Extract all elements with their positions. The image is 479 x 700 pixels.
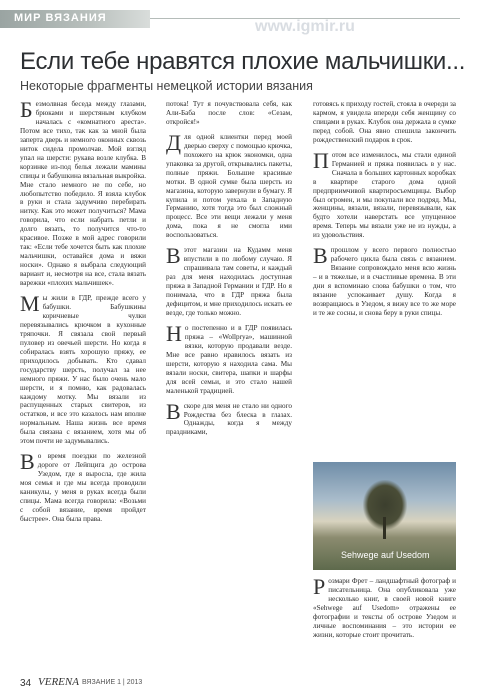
drop-cap: Р <box>313 574 326 599</box>
magazine-name: VERENA <box>38 676 79 688</box>
section-label: МИР ВЯЗАНИЯ <box>14 12 107 24</box>
column-1 <box>20 97 146 530</box>
paragraph-text: прошлом у всего первого полностью рабочего цикла была связь с вязанием. Вязание сопровождало меня всю жизнь – и в тяжелые, и в счастливые времена. В эти дни я вспоминаю слова бабушки о том, что вязание успокаивает душу. Когда я возвращаюсь в Узедом, я вижу все то же море и те же сосны, и снова беру в руки спицы. <box>313 246 456 317</box>
paragraph-text: ля одной клиентки перед моей дверью сверху с помощью крючка, похожего на крюк экономки, одна упаковка за другой, открывались пакеты, полные пряжи. Большие красивые мотки. В одной сумке была шерсть из магазина, которую завернули в бумагу. Я купила и потом уехала в Западную Германию, хотя тогда это был сложный процесс. Все эти вещи лежали у меня дома, пока я не смогла ими воспользоваться. <box>166 132 292 240</box>
article-subtitle: Некоторые фрагменты немецкой истории вязания <box>20 79 313 93</box>
drop-cap: Д <box>166 129 182 155</box>
paragraph <box>313 243 456 318</box>
drop-cap: В <box>166 243 181 269</box>
photo <box>313 462 456 570</box>
drop-cap: М <box>20 291 40 317</box>
issue-label: ВЯЗАНИЕ 1 | 2013 <box>82 679 143 686</box>
paragraph-text: езмолвная беседа между глазами, брюками и шерстяным клубком началась с «комнатного ареста». Потом все тихо, так как за мной была заперта дверь и немного оконных сквозь ниток сидела промолчав. Мой взгляд упал на шерсти: рукава возле клубка. В корзинке из-под белья лежали мамины спицы и бабушкина вязальная выкройка. Мне стало немного не по себе, но любопытство победило. Я взяла клубок в руки и стала задумчиво перебирать нитку. Как это может получиться? Мама говорила, что если набрать петли и долго вязать, то получится что-то красивое. Позже в мой адрес говорили так: «Если тебе хочется быть как плохие мальчишки, оставайся дома и вяжи носки». Однако я выбрала следующий вариант и, несмотря на все, стала вязать варежки «плохих мальчишек». <box>20 100 146 288</box>
footer <box>20 676 460 690</box>
paragraph-text: отом все изменилось, мы стали единой Германией и пряжа появилась в у нас. Сначала в больших картонных коробках в квартире старого дома одной предприимчивой квартиросъемщицы. Выбор был огромен, и мы покупали все подряд. Мы, женщины, вязали, вязали, перевязывали, как будто хотели наверстать все упущенное время. Теперь мы вязали уже не из нужды, а из удовольствия. <box>313 150 456 240</box>
paragraph-text: готовясь к приходу гостей, стояла в очереди за кармом, я увидела впереди себя женщину со спицами в руках. Клубок она держала в сумке перед собой. Она явно спешила закончить рождественский подарок в срок. <box>313 100 456 144</box>
tree-trunk <box>383 517 386 539</box>
paragraph-text: озмари Фрет – ландшафтный фотограф и писательница. Она опубликовала уже несколько книг, в своей новой книге «Sehwege auf Usedom» отражены ее фотографии и тексты об острове Узедом и личные воспоминания – это истории ее жизни, которые стоит прочитать. <box>313 577 456 639</box>
column-3-lower <box>313 574 456 646</box>
paragraph <box>20 97 146 288</box>
paragraph <box>166 320 292 396</box>
paragraph <box>166 398 292 438</box>
paragraph-text: скоре для меня не стало ни одного Рождества без блеска в глазах. Однажды, когда я между праздниками, <box>166 401 292 437</box>
article-title: Если тебе нравятся плохие мальчишки... <box>20 48 466 75</box>
drop-cap: В <box>20 449 35 475</box>
drop-cap: Б <box>20 97 33 122</box>
paragraph-text: о время поездки по железной дороге от Лейпцига до острова Узедом, где я выросла, где жила моя семья и где мы всегда проводили каникулы, у меня в руках всегда были спицы. Мама всегда говорила: «Возьми с собой вязание, время пройдет быстрее». Она была права. <box>20 452 146 523</box>
paragraph-text: этот магазин на Кудамм меня впустили в по любому случаю. Я спрашивала там советы, и каждый раз для меня находилась доступная пряжа в Западной Германии и ГДР. Но я понимала, что в ГДР пряжа была дефицитом, и мне приходилось искать ее везде, где только можно. <box>166 246 292 317</box>
paragraph-text: ы жили в ГДР, прежде всего у бабушки. Бабушкины коричневые чулки перевязывались крючком в кухонные тряпочки. Я связала свой первый пуловер из овечьей шерсти. Но когда я собиралась взять хорошую пряжу, ее приходилось добывать. Кто сдавал государству шерсть, получал за нее немного пряжи. У нас было очень мало шерсти, и я помню, как радовалась каждому мотку. Мы вязали из распущенных старых свитеров, из остатков, и все это казалось нам вполне нормальным. Наша жизнь все время была связана с вязанием, хотя мы об этом почти не задумывались. <box>20 294 146 446</box>
paragraph <box>166 243 292 318</box>
column-2 <box>166 100 292 443</box>
section-header <box>0 10 479 35</box>
paragraph <box>313 147 456 241</box>
paragraph <box>313 100 456 145</box>
column-3 <box>313 100 456 324</box>
paragraph <box>313 574 456 640</box>
drop-cap: В <box>313 243 328 269</box>
paragraph <box>166 129 292 240</box>
watermark: www.igmir.ru <box>255 18 355 35</box>
drop-cap: В <box>166 398 181 424</box>
paragraph-text: о постепенно и в ГДР появилась пряжа – «Wollprya», машинной вязки, которую продавали везде. Мне все равно нравилось вязать из шерсти, которую я находила сама. Мы вязали носки, свитера, шапки и шарфы для всей семьи, и это стало нашей маленькой традицией. <box>166 323 292 395</box>
photo-caption: Sehwege auf Usedom <box>341 550 430 560</box>
paragraph-text: потока! Тут я почувствовала себя, как Али-Баба после слов: «Сезам, откройся!» <box>166 100 292 126</box>
drop-cap: П <box>313 147 329 173</box>
paragraph <box>20 449 146 524</box>
page-number: 34 <box>20 678 32 689</box>
drop-cap: Н <box>166 320 182 346</box>
paragraph <box>166 100 292 127</box>
paragraph <box>20 291 146 446</box>
